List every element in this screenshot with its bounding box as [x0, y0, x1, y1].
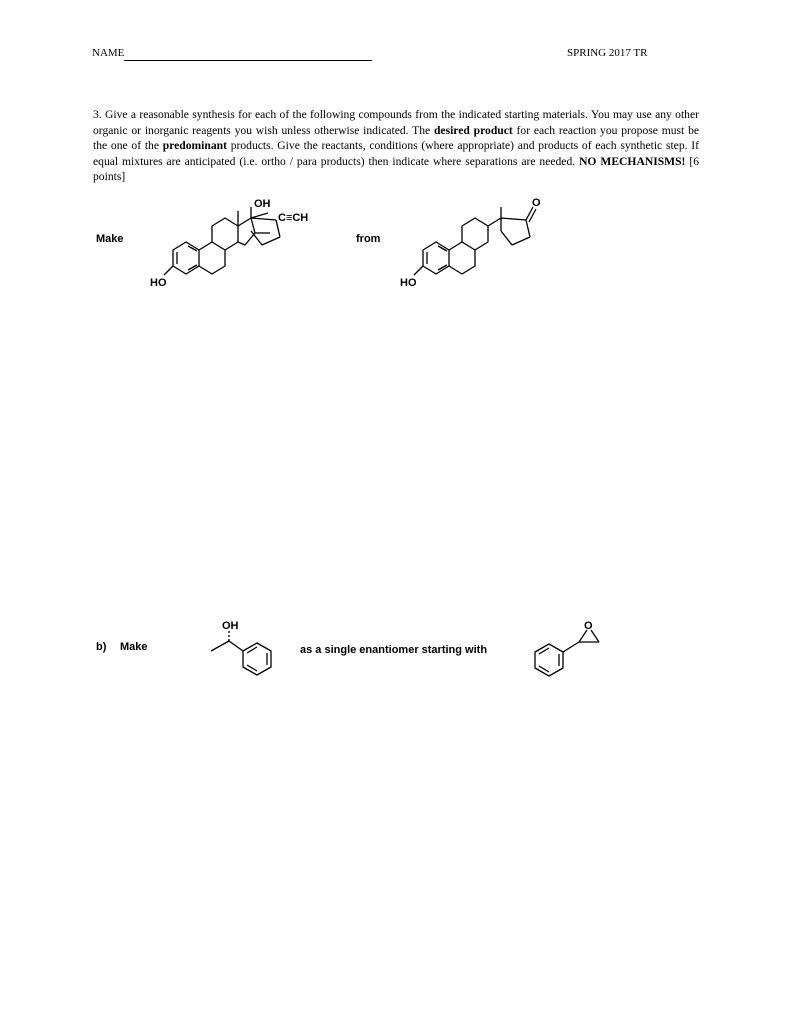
instr-bold-1: desired product — [433, 123, 513, 137]
instr-text-4: [6 points] — [93, 154, 699, 184]
instr-text-2: for each reaction you propose must be the one of the — [93, 123, 700, 153]
name-blank-line — [124, 60, 372, 61]
phenylethanol-structure — [205, 615, 285, 695]
term-label: SPRING 2017 TR — [567, 47, 648, 59]
part-a-make-label: Make — [96, 233, 124, 245]
start-ho-label: HO — [400, 277, 417, 289]
product-ho-label: HO — [150, 277, 167, 289]
part-b-middle-text: as a single enantiomer starting with — [300, 644, 488, 656]
instr-bold-2: predominant — [162, 139, 227, 153]
phenylethanol-oh-label: OH — [222, 620, 239, 632]
product-steroid-structure — [150, 195, 350, 295]
product-alkyne-label: C≡CH — [278, 212, 309, 224]
question-3-instructions — [93, 107, 699, 185]
instr-text-3: products. Give the reactants, conditions (where appropriate) and products of each synthetic step. If equal mixtures are anticipated (i.e. ortho / para products) then indicate where separations are needed. — [93, 139, 699, 168]
epoxide-o-label: O — [584, 620, 593, 632]
part-a-from-label: from — [356, 233, 381, 245]
name-label: NAME — [92, 47, 125, 59]
part-b-make-label: Make — [120, 641, 148, 653]
product-oh-label: OH — [254, 198, 271, 210]
part-b-letter: b) — [96, 641, 107, 653]
instr-bold-3: NO MECHANISMS! — [579, 154, 686, 168]
start-ketone-o-label: O — [532, 197, 541, 209]
styrene-oxide-structure — [525, 612, 615, 692]
instr-text-1: 3. Give a reasonable synthesis for each of the following compounds from the indicated starting materials. You may use any other organic or inorganic reagents you wish unless otherwise indicated. The — [93, 108, 699, 137]
start-steroid-structure — [400, 195, 600, 295]
